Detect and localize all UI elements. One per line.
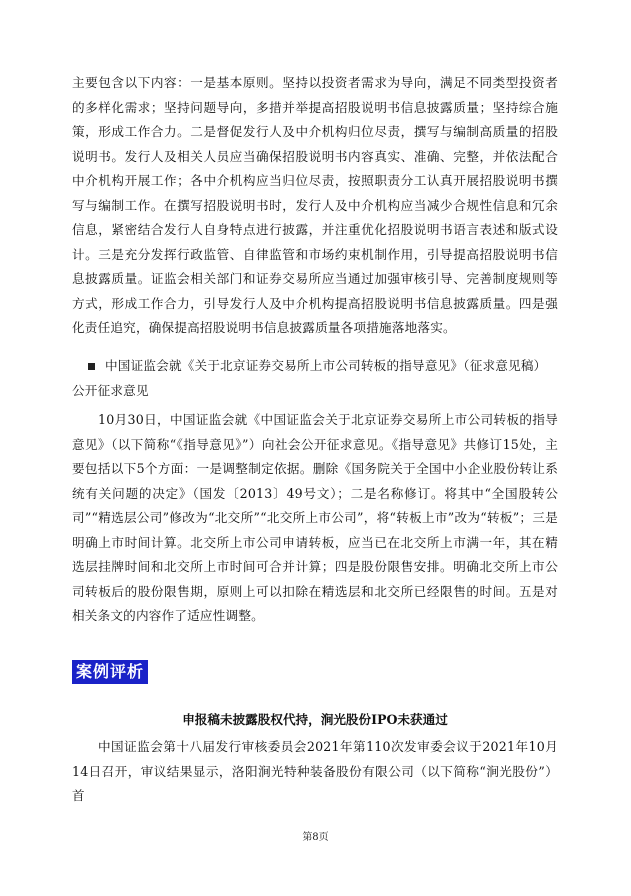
news-item-heading [72, 354, 558, 403]
paragraph-principles: 主要包含以下内容：一是基本原则。坚持以投资者需求为导向，满足不同类型投资者的多样化需求；坚持问题导向，多措并举提高招股说明书信息披露质量；坚持综合施策，形成工作合力。二是督促发行人及中介机构归位尽责，撰写与编制高质量的招股说明书。发行人及相关人员应当确保招股说明书内容真实、准确、完整，并依法配合中介机构开展工作；各中介机构应当归位尽责，按照职责分工认真开展招股说明书撰写与编制工作。在撰写招股说明书时，发行人及中介机构应当减少合规性信息和冗余信息，紧密结合发行人自身特点进行披露，并注重优化招股说明书语言表述和版式设计。三是充分发挥行政监管、自律监管和市场约束机制作用，引导提高招股说明书信息披露质量。证监会相关部门和证券交易所应当通过加强审核引导、完善制度规则等方式，形成工作合力，引导发行人及中介机构提高招股说明书信息披露质量。四是强化责任追究，确保提高招股说明书信息披露质量各项措施落地落实。 [72, 75, 558, 335]
paragraph-guidance-opinion: 10月30日，中国证监会就《中国证监会关于北京证券交易所上市公司转板的指导意见》（以下简称“《指导意见》”）向社会公开征求意见。《指导意见》共修订15处，主要包括以下5个方面：一是调整制定依据。删除《国务院关于全国中小企业股份转让系统有关问题的决定》（国发〔2013〕49号文）；二是名称修订。将其中“全国股转公司”“精选层公司”修改为“北交所”“北交所上市公司”，将“转板上市”改为“转板”；三是明确上市时间计算。北交所上市公司申请转板，应当已在北交所上市满一年，其在精选层挂牌时间和北交所上市时间可合并计算；四是股份限售安排。明确北交所上市公司转板后的股份限售期，原则上可以扣除在精选层和北交所已经限售的时间。五是对相关条文的内容作了适应性调整。 [72, 412, 558, 623]
section-tag-case-analysis: 案例评析 [72, 660, 148, 684]
square-bullet-icon [88, 363, 95, 370]
news-item-heading-text: 中国证监会就《关于北京证券交易所上市公司转板的指导意见》（征求意见稿）公开征求意见 [72, 358, 547, 398]
paragraph-case-intro: 中国证监会第十八届发行审核委员会2021年第110次发审委会议于2021年10月14日召开，审议结果显示，洛阳涧光特种装备股份有限公司（以下简称“涧光股份”）首 [72, 739, 558, 803]
case-title: 申报稿未披露股权代持，涧光股份IPO未获通过 [182, 712, 448, 727]
page-number: 第8页 [302, 832, 329, 843]
